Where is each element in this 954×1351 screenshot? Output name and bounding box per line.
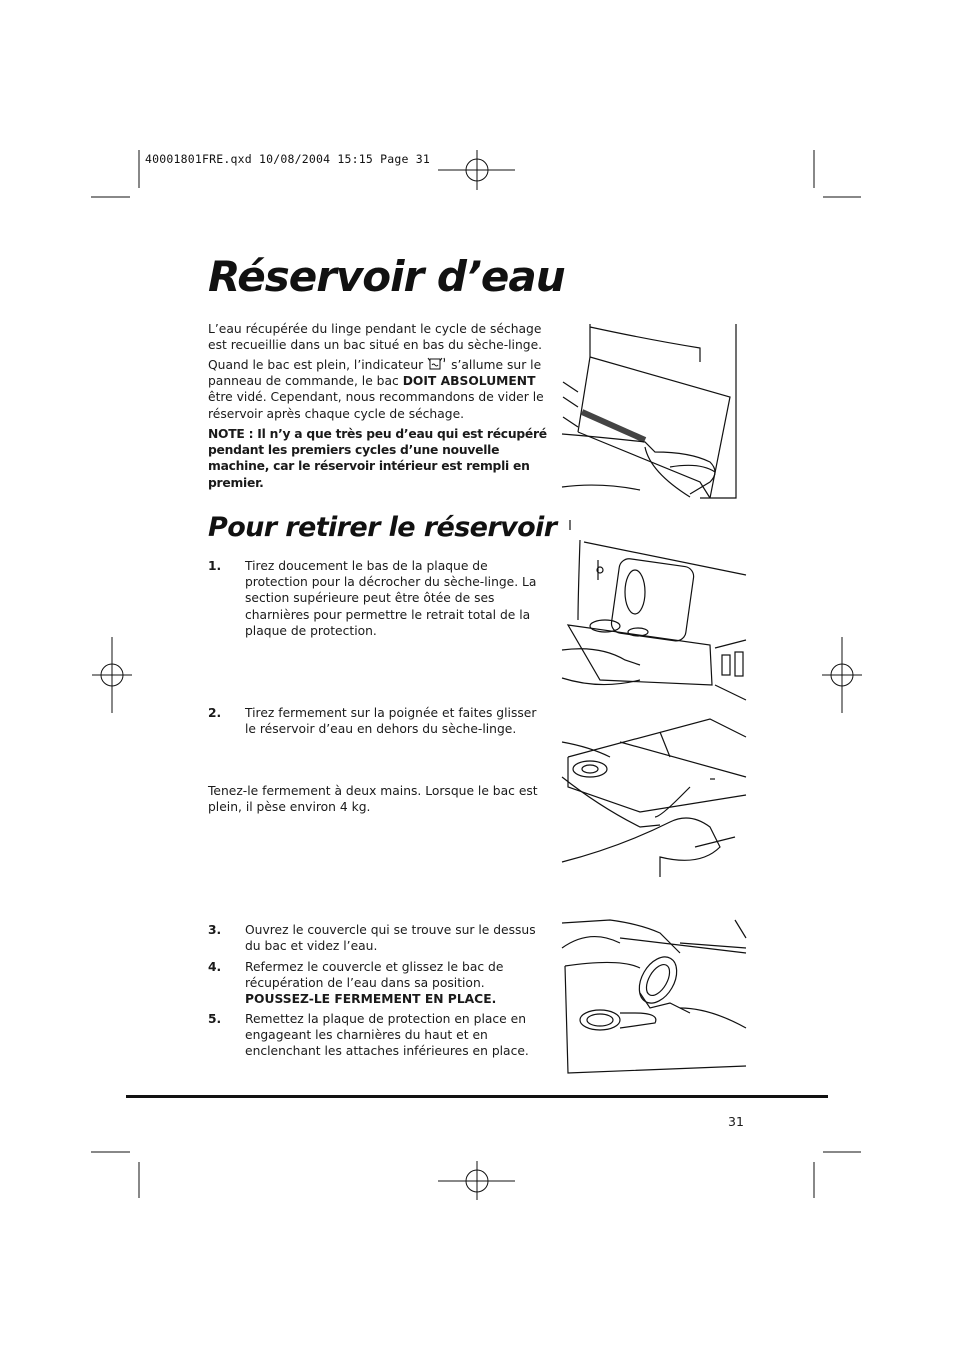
step-4-text: Refermez le couvercle et glissez le bac de récupération de l’eau dans sa position. POUSSEZ-LE FERMEMENT EN PLACE. [245,960,504,1007]
illustration-remove-plate [560,322,748,508]
step-5-text: Remettez la plaque de protection en place en engageant les charnières du haut et en enclenchant les attaches inférieures en place. [245,1012,529,1059]
illustration-empty-tank [560,918,748,1078]
step-3-text: Ouvrez le couvercle qui se trouve sur le dessus du bac et videz l’eau. [245,923,536,954]
print-slug: 40001801FRE.qxd 10/08/2004 15:15 Page 31 [145,152,430,166]
illustration-slide-tank [560,717,748,881]
step-1-number: 1. [208,559,222,573]
step-1-text: Tirez doucement le bas de la plaque de protection pour la décrocher du sèche-linge. La section supérieure peut être ôtée de ses charnières pour permettre le retrait total de la plaque de protection. [245,559,537,638]
illustration-open-panel [560,520,748,704]
step-4-number: 4. [208,960,222,974]
page-number: 31 [728,1114,744,1129]
tank-full-indicator-icon [427,357,447,371]
intro-paragraph-2: Quand le bac est plein, l’indicateur s’allume sur le panneau de commande, le bac DOIT ABSOLUMENT être vidé. Cependant, nous recommandons de vider le réservoir après chaque cycle de séchage. [208,358,544,421]
footer-rule [126,1095,828,1098]
step-5-number: 5. [208,1012,222,1026]
note-paragraph: NOTE : Il n’y a que très peu d’eau qui est récupéré pendant les premiers cycles d’une nouvelle machine, car le réservoir intérieur est rempli en premier. [208,427,547,490]
step-2-number: 2. [208,706,222,720]
intro-paragraph-1: L’eau récupérée du linge pendant le cycle de séchage est recueillie dans un bac situé en bas du sèche-linge. [208,322,543,353]
page-title: Réservoir d’eau [208,252,565,301]
step-3-number: 3. [208,923,222,937]
hold-note: Tenez-le fermement à deux mains. Lorsque le bac est plein, il pèse environ 4 kg. [208,784,538,815]
section-title: Pour retirer le réservoir [208,512,557,543]
step-2-text: Tirez fermement sur la poignée et faites glisser le réservoir d’eau en dehors du sèche-linge. [245,706,537,737]
